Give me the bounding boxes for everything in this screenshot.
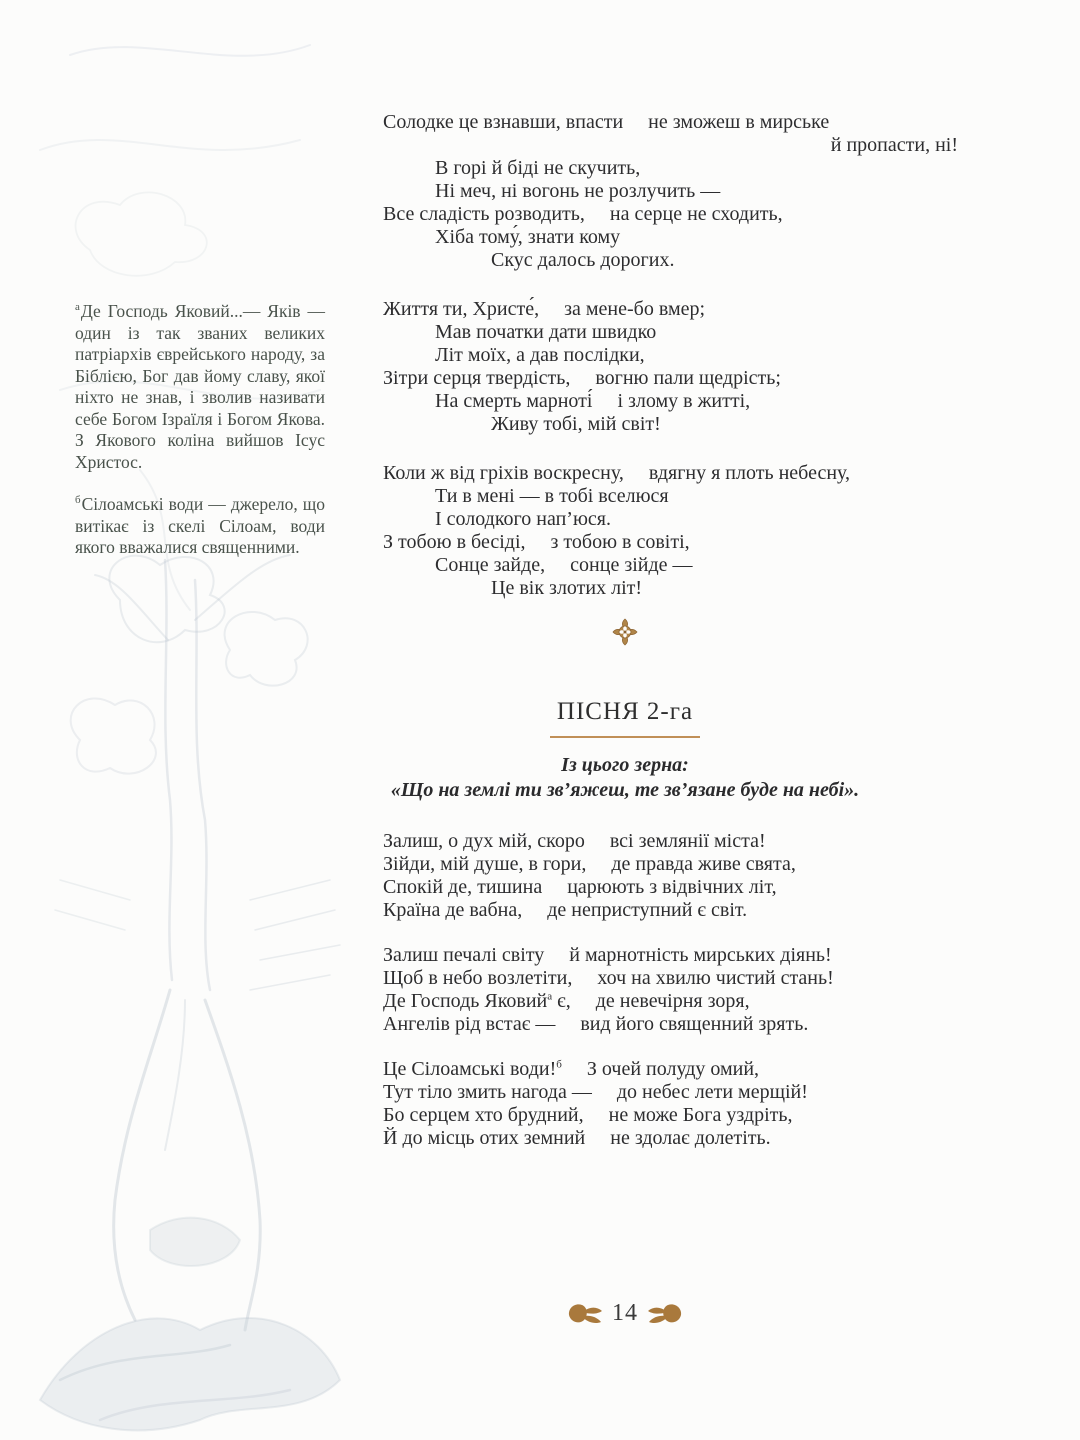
leaf-ornament-right-icon xyxy=(647,1301,683,1327)
poem-line-segment: є, де невечірня зоря, xyxy=(552,990,750,1012)
poem-line: Ні меч, ні вогонь не розлучить — xyxy=(435,180,721,202)
song1-stanza-2 xyxy=(383,298,958,436)
page-footer xyxy=(340,1300,910,1332)
song2-poem-column xyxy=(383,830,958,1172)
poem-column xyxy=(383,111,958,626)
poem-line xyxy=(383,990,958,1013)
song1-stanza-3 xyxy=(383,462,958,600)
poem-line: Життя ти, Христе́, за мене-бо вмер; xyxy=(383,298,706,320)
poem-line: І солодкого нап’юся. xyxy=(435,508,611,530)
poem-line: Все сладість розводить, на серце не сходить, xyxy=(383,203,783,225)
poem-line: Залиш, о дух мій, скоро всі землянії міста! xyxy=(383,830,766,852)
song-title: ПІСНЯ 2-га xyxy=(556,698,694,725)
footnote-a-marker: а xyxy=(75,301,80,314)
footnote-a xyxy=(75,301,325,473)
rosette-ornament-icon xyxy=(612,618,638,646)
poem-line: Залиш печалі світу й марнотність мирських діянь! xyxy=(383,944,832,966)
poem-line: Літ моїх, а дав послідки, xyxy=(435,344,645,366)
tree-sketch-illustration xyxy=(0,0,370,1440)
poem-line: Ти в мені — в тобі вселюся xyxy=(435,485,669,507)
poem-line: З тобою в бесіді, з тобою в совіті, xyxy=(383,531,690,553)
song2-stanza-3 xyxy=(383,1058,958,1150)
title-rule xyxy=(550,736,700,738)
poem-line: Коли ж від гріхів воскресну, вдягну я плоть небесну, xyxy=(383,462,851,484)
poem-line: В горі й біді не скучить, xyxy=(435,157,641,179)
footnote-ref-a: а xyxy=(547,990,553,1003)
poem-line-segment: З очей полуду омий, xyxy=(561,1058,760,1080)
leaf-ornament-left-icon xyxy=(567,1301,603,1327)
poem-line: Зітри серця твердість, вогню пали щедрість; xyxy=(383,367,781,389)
poem-line: Спокій де, тишина царюють з відвічних літ, xyxy=(383,876,777,898)
song2-stanza-1 xyxy=(383,830,958,922)
poem-line: Це вік злотих літ! xyxy=(491,577,643,599)
poem-line: Скус далось дорогих. xyxy=(491,249,675,271)
poem-line: Тут тіло змить нагода — до небес лети мерщій! xyxy=(383,1081,808,1103)
poem-line: Щоб в небо возлетіти, хоч на хвилю чистий стань! xyxy=(383,967,834,989)
poem-line-segment: Де Господь Яковий xyxy=(383,990,548,1012)
footnote-b xyxy=(75,494,325,559)
song1-stanza-1 xyxy=(383,111,958,272)
poem-line: Бо серцем хто брудний, не може Бога уздріть, xyxy=(383,1104,793,1126)
poem-line: Мав початки дати швидко xyxy=(435,321,657,343)
footnote-ref-b: б xyxy=(556,1058,562,1071)
poem-line: Солодке це взнавши, впасти не зможеш в мирське xyxy=(383,111,830,133)
page-number: 14 xyxy=(612,1300,638,1326)
footnote-a-text: Де Господь Яковий...— Яків — один із так званих великих патріархів єврейського народу, за Біблією, Бог дав йому славу, якої ніхто не знав, і зволив називати себе Богом Ізраїля і Богом Якова. З Якового коліна вийшов Ісус Христос. xyxy=(75,301,325,472)
poem-line: Зійди, мій душе, в гори, де правда живе свята, xyxy=(383,853,796,875)
song2-heading xyxy=(340,698,910,738)
section-ornament xyxy=(340,618,910,651)
poem-line: Й до місць отих земний не здолає долетіть. xyxy=(383,1127,771,1149)
margin-footnotes xyxy=(75,301,325,580)
epigraph-quote: «Що на землі ти зв’яжеш, те зв’язане буде на небі». xyxy=(390,779,860,801)
poem-line: й пропасти, ні! xyxy=(830,134,958,156)
poem-line: Сонце зайде, сонце зійде — xyxy=(435,554,693,576)
footnote-b-text: Сілоамські води — джерело, що витікає із скелі Сілоам, води якого вважалися священними. xyxy=(75,494,325,557)
song2-stanza-2 xyxy=(383,944,958,1036)
poem-line: Країна де вабна, де неприступний є світ. xyxy=(383,899,748,921)
poem-line: На смерть марноті́ і злому в житті, xyxy=(435,390,751,412)
poem-line: Ангелів рід встає — вид його священний зрять. xyxy=(383,1013,809,1035)
poem-line: Живу тобі, мій світ! xyxy=(491,413,661,435)
footnote-b-marker: б xyxy=(75,494,81,507)
epigraph xyxy=(340,753,910,803)
epigraph-intro: Із цього зерна: xyxy=(561,754,689,776)
poem-line: Хіба тому́, знати кому xyxy=(435,226,621,248)
poem-line xyxy=(383,1058,958,1081)
poem-line-segment: Це Сілоамські води! xyxy=(383,1058,557,1080)
